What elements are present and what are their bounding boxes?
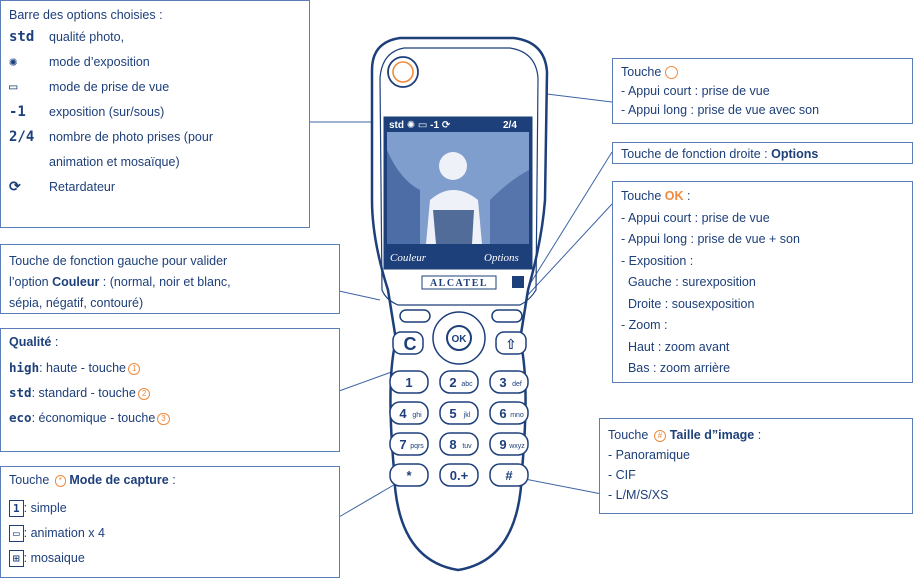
keypad-key[interactable] — [390, 433, 428, 455]
quality-list — [9, 356, 331, 431]
option-row — [9, 50, 301, 75]
soft-right-label: Options — [484, 252, 519, 264]
camera-key-title: Touche — [621, 63, 904, 82]
camera-key-line2: - Appui long : prise de vue avec son — [621, 103, 820, 117]
keypad-key[interactable] — [440, 464, 478, 486]
quality-symbol: eco — [9, 410, 32, 426]
keypad-key[interactable] — [490, 433, 528, 455]
hash-key-icon: # — [654, 430, 666, 442]
option-row — [9, 150, 301, 175]
capture-label: : animation x 4 — [23, 526, 105, 541]
keypad-key-label: # — [505, 468, 513, 483]
capture-label: : mosaique — [23, 551, 85, 566]
option-label: exposition (sur/sous) — [49, 105, 165, 120]
image-size-line: - Panoramique — [608, 448, 690, 462]
keypad-key-letters: abc — [461, 381, 473, 388]
phone — [372, 38, 547, 570]
ok-key-panel — [612, 181, 913, 383]
keypad-key-letters: jkl — [463, 412, 471, 419]
ok-key-line: - Appui court : prise de vue — [621, 210, 770, 225]
option-symbol: std — [9, 29, 35, 46]
image-size-line: - CIF — [608, 468, 636, 482]
quality-row — [9, 406, 331, 431]
keypad-key-label: 9 — [499, 437, 507, 452]
star-key-icon: * — [55, 475, 66, 487]
left-softkey-panel — [0, 244, 340, 314]
ok-key-line: - Exposition : — [621, 253, 694, 268]
camera-key-line1: - Appui court : prise de vue — [621, 84, 770, 98]
quality-panel — [0, 328, 340, 452]
option-symbol: 2/4 — [9, 129, 35, 146]
ok-key-title: Touche OK : — [621, 189, 691, 203]
key-icon: 2 — [138, 388, 150, 400]
quality-label: : haute - touche — [39, 361, 126, 376]
digital-logo — [512, 276, 524, 288]
capture-symbol: 1 — [9, 500, 24, 518]
option-label: mode d’exposition — [49, 55, 150, 70]
image-size-line: - L/M/S/XS — [608, 488, 669, 502]
ok-key-line: Droite : sousexposition — [621, 296, 755, 311]
keypad-key-label: 2 — [449, 375, 457, 390]
right-softkey-panel: Touche de fonction droite : Options — [612, 142, 913, 164]
hangup-icon: ⇧ — [505, 336, 517, 352]
quality-label: : économique - touche — [31, 411, 156, 426]
brand-logo: ALCATEL — [429, 278, 489, 289]
options-bar-title: Barre des options choisies : — [9, 8, 163, 22]
quality-row — [9, 381, 331, 406]
keypad-key[interactable] — [490, 402, 528, 424]
options-label: Options — [771, 147, 819, 161]
ok-key-line: - Zoom : — [621, 318, 668, 332]
keypad-key[interactable] — [490, 464, 528, 486]
option-symbol: ▭ — [9, 79, 18, 96]
option-row — [9, 25, 301, 50]
camera-key-panel — [612, 58, 913, 124]
ok-key-line: Bas : zoom arrière — [621, 361, 731, 375]
ok-key-line: Haut : zoom avant — [621, 339, 730, 354]
keypad-key[interactable] — [440, 371, 478, 393]
option-row — [9, 125, 301, 150]
option-row — [9, 100, 301, 125]
left-softkey-line1: Touche de fonction gauche pour valider — [9, 254, 228, 268]
keypad-key[interactable] — [390, 402, 428, 424]
keypad-key-label: * — [406, 468, 412, 483]
options-bar-list — [9, 25, 301, 200]
screen-status: std ✺ ▭ -1 ⟳ — [389, 120, 451, 131]
image-size-panel — [599, 418, 913, 514]
option-label: mode de prise de vue — [49, 80, 170, 95]
color-label: Couleur — [52, 275, 100, 289]
soft-left-key[interactable] — [400, 310, 430, 322]
ok-key-list — [621, 208, 904, 380]
capture-row — [9, 546, 331, 571]
keypad-key-label: 0.+ — [449, 468, 469, 483]
quality-row — [9, 356, 331, 381]
ok-key-line: Gauche : surexposition — [621, 275, 756, 289]
keypad-key-letters: mno — [510, 412, 524, 419]
quality-symbol: std — [9, 385, 32, 401]
capture-symbol: ⊞ — [9, 550, 24, 568]
option-label: qualité photo, — [49, 30, 125, 45]
screen-count: 2/4 — [503, 120, 517, 131]
ok-key-line: - Appui long : prise de vue + son — [621, 232, 800, 246]
option-symbol: ✺ — [9, 54, 18, 71]
keypad-key-label: 3 — [499, 375, 507, 390]
option-symbol: ⟳ — [9, 179, 21, 196]
keypad-key[interactable] — [440, 433, 478, 455]
capture-row — [9, 496, 331, 521]
keypad-key[interactable] — [390, 464, 428, 486]
image-size-title: Touche # Taille d”image : — [608, 428, 762, 442]
soft-left-label: Couleur — [390, 252, 427, 264]
keypad-key-letters: ghi — [412, 412, 422, 419]
left-softkey-line2: l’option Couleur : (normal, noir et blanc, — [9, 275, 231, 289]
keypad-key[interactable] — [390, 371, 428, 393]
option-row — [9, 175, 301, 200]
image-size-list — [608, 445, 904, 505]
option-label: animation et mosaïque) — [49, 155, 180, 170]
quality-symbol: high — [9, 360, 40, 376]
option-label: Retardateur — [49, 180, 116, 195]
keypad-key-letters: tuv — [462, 443, 472, 450]
keypad-key-letters: wxyz — [509, 443, 525, 450]
capture-mode-list — [9, 496, 331, 571]
camera-key-icon — [665, 66, 678, 79]
capture-label: : simple — [23, 501, 67, 516]
keypad-key[interactable] — [440, 402, 478, 424]
key-icon: 1 — [128, 363, 140, 375]
options-bar-panel — [0, 0, 310, 228]
option-symbol: -1 — [9, 104, 26, 121]
quality-label: : standard - touche — [31, 386, 136, 401]
capture-mode-panel — [0, 466, 340, 578]
option-label: nombre de photo prises (pour — [49, 130, 213, 145]
keypad-key[interactable] — [490, 371, 528, 393]
left-softkey-line3: sépia, négatif, contouré) — [9, 296, 144, 310]
keypad-key-label: 7 — [399, 437, 407, 452]
key-icon: 3 — [157, 413, 169, 425]
quality-title: Qualité : — [9, 335, 59, 349]
keypad-key-label: 6 — [499, 406, 507, 421]
capture-row — [9, 521, 331, 546]
keypad-key-label: 1 — [405, 375, 413, 390]
ok-key-label: OK — [451, 334, 467, 345]
keypad-key-label: 4 — [399, 406, 407, 421]
soft-right-key[interactable] — [492, 310, 522, 322]
keypad-key-letters: def — [512, 381, 522, 388]
option-row — [9, 75, 301, 100]
keypad-key-label: 5 — [449, 406, 457, 421]
capture-symbol: ▭ — [9, 525, 24, 543]
capture-mode-title: Touche * Mode de capture : — [9, 473, 176, 487]
clear-key-label: C — [403, 334, 417, 354]
keypad-key-label: 8 — [449, 437, 457, 452]
keypad-key-letters: pqrs — [410, 443, 424, 450]
